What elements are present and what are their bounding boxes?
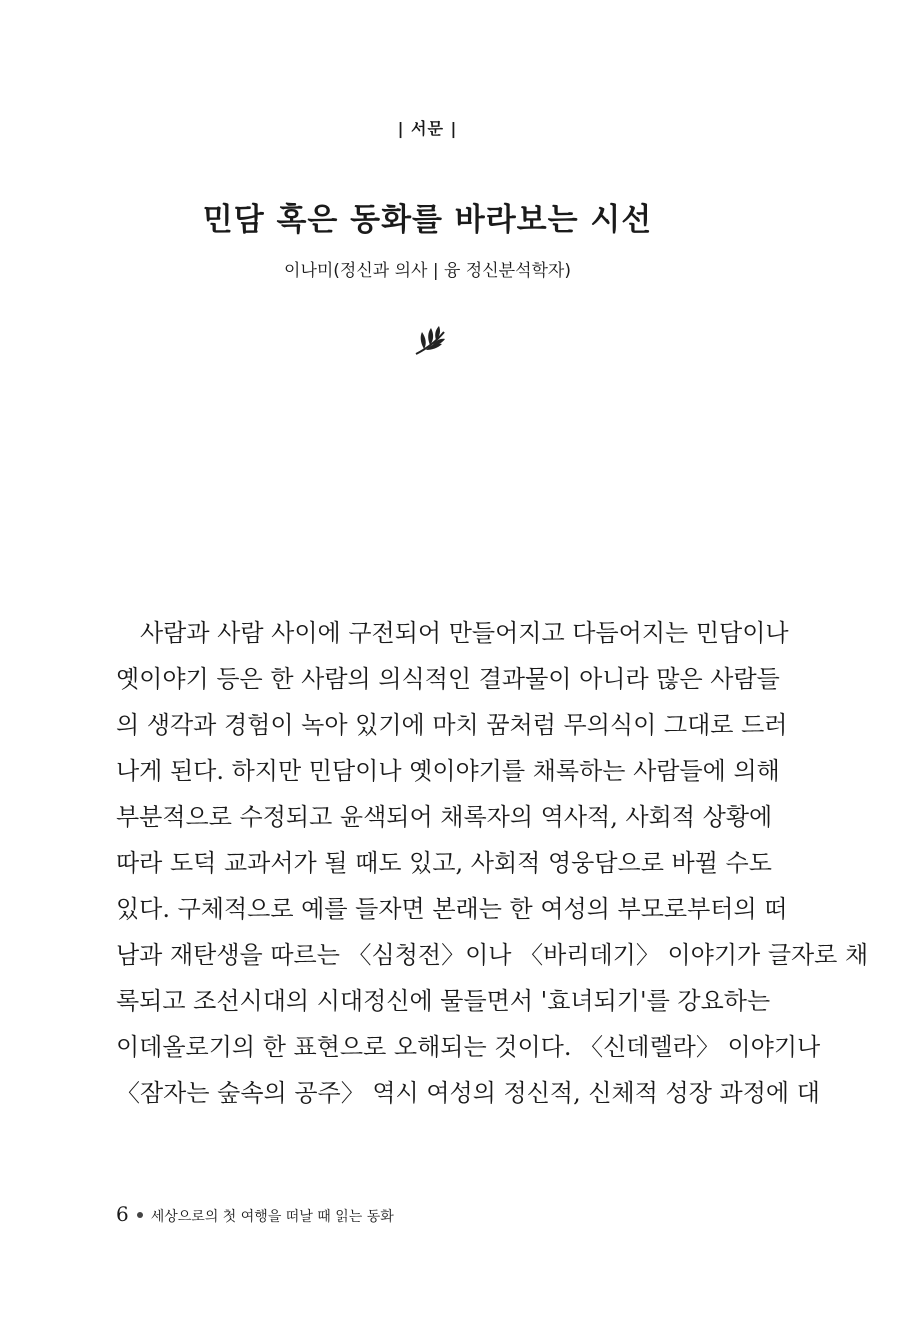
- body-line: 의 생각과 경험이 녹아 있기에 마치 꿈처럼 무의식이 그대로 드러: [116, 711, 788, 739]
- page-number: 6: [116, 1202, 129, 1226]
- book-title: 세상으로의 첫 여행을 떠날 때 읽는 동화: [150, 1209, 394, 1225]
- body-line: 나게 된다. 하지만 민담이나 옛이야기를 채록하는 사람들에 의해: [116, 757, 780, 785]
- body-line: 부분적으로 수정되고 윤색되어 채록자의 역사적, 사회적 상황에: [116, 803, 773, 831]
- body-line: 남과 재탄생을 따르는 〈심청전〉이나 〈바리데기〉 이야기가 글자로 채: [116, 941, 869, 969]
- body-paragraph: [116, 610, 869, 1116]
- body-line: 록되고 조선시대의 시대정신에 물들면서 '효녀되기'를 강요하는: [116, 987, 771, 1015]
- body-line: 옛이야기 등은 한 사람의 의식적인 결과물이 아니라 많은 사람들: [116, 665, 780, 693]
- body-line: 있다. 구체적으로 예를 들자면 본래는 한 여성의 부모로부터의 떠: [116, 895, 788, 923]
- body-line: 이데올로기의 한 표현으로 오해되는 것이다. 〈신데렐라〉 이야기나: [116, 1033, 821, 1061]
- leaf-sprig-icon: [410, 320, 450, 360]
- section-label: | 서문 |: [397, 119, 458, 138]
- bullet-icon: [137, 1212, 143, 1218]
- body-line: 따라 도덕 교과서가 될 때도 있고, 사회적 영웅담으로 바뀔 수도: [116, 849, 772, 877]
- body-line: 〈잠자는 숲속의 공주〉 역시 여성의 정신적, 신체적 성장 과정에 대: [116, 1079, 820, 1107]
- author-line: 이나미(정신과 의사 | 융 정신분석학자): [284, 261, 571, 281]
- body-line: 사람과 사람 사이에 구전되어 만들어지고 다듬어지는 민담이나: [140, 619, 789, 647]
- page-footer: [116, 1202, 394, 1226]
- chapter-title: 민담 혹은 동화를 바라보는 시선: [202, 202, 653, 238]
